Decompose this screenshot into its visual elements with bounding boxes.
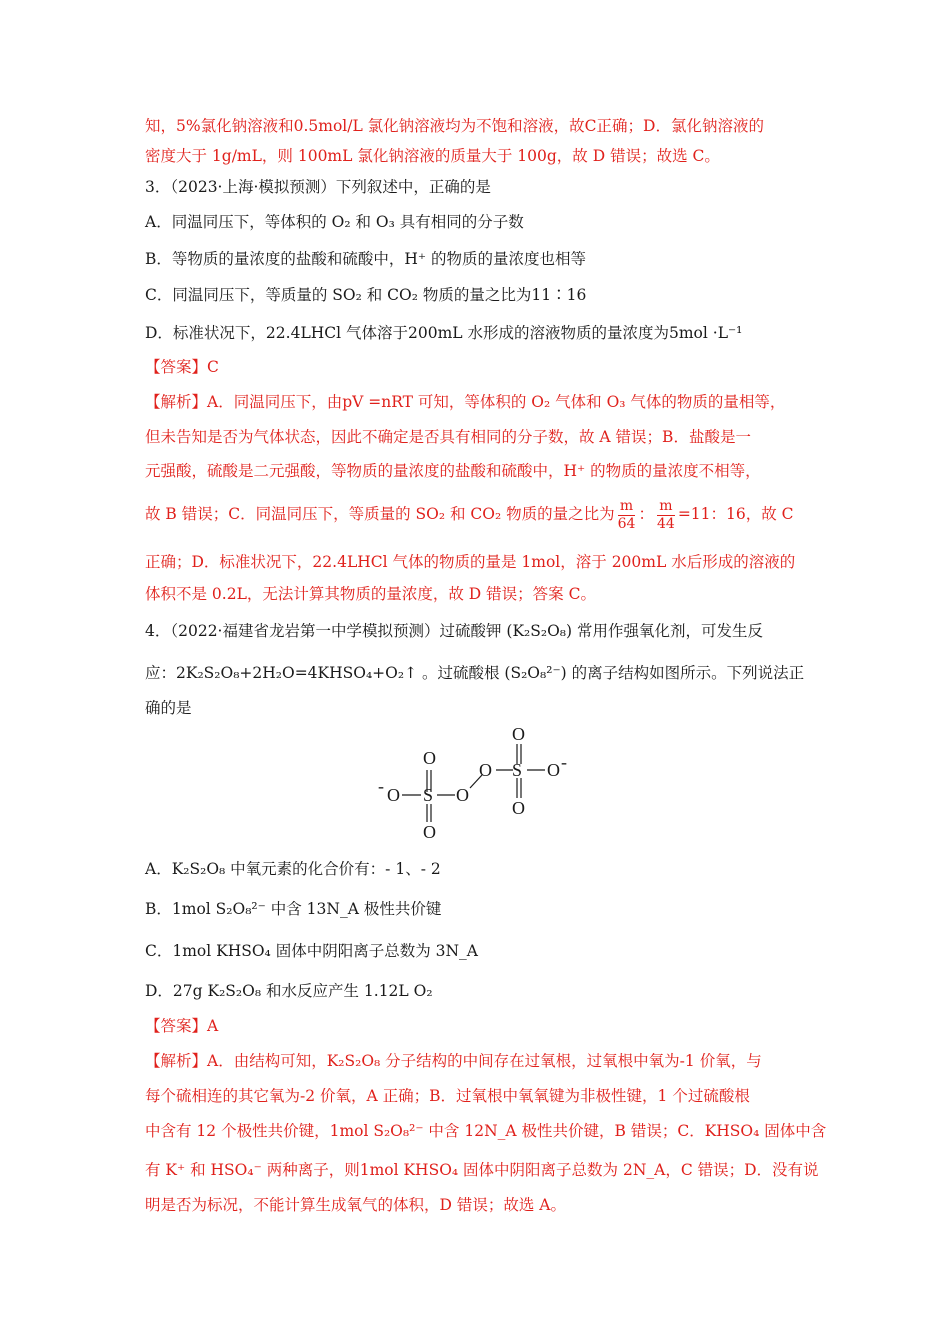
option-3d: D．标准状况下，22.4LHCl 气体溶于200mL 水形成的溶液物质的量浓度为5mol ·L⁻¹	[145, 324, 743, 342]
atom: O	[423, 748, 436, 768]
analysis-4-line: 【解析】A．由结构可知，K₂S₂O₈ 分子结构的中间存在过氧根，过氧根中氧为-1 价氧，与	[145, 1052, 762, 1070]
option-4a: A．K₂S₂O₈ 中氧元素的化合价有：- 1、- 2	[145, 860, 441, 878]
question-4-equation: 应：2K₂S₂O₈+2H₂O=4KHSO₄+O₂↑ 。过硫酸根 (S₂O₈²⁻) 的离子结构如图所示。下列说法正	[145, 664, 805, 682]
question-4-title: 4．（2022·福建省龙岩第一中学模拟预测）过硫酸钾 (K₂S₂O₈) 常用作强氧化剂，可发生反	[145, 622, 763, 640]
analysis-4-line: 明是否为标况，不能计算生成氧气的体积，D 错误；故选 A。	[145, 1196, 566, 1214]
fraction-line-after: =11：16，故 C	[677, 505, 794, 523]
analysis-3-line: 体积不是 0.2L，无法计算其物质的量浓度，故 D 错误；答案 C。	[145, 585, 596, 603]
option-4d: D．27g K₂S₂O₈ 和水反应产生 1.12L O₂	[145, 982, 433, 1000]
analysis-4-line: 有 K⁺ 和 HSO₄⁻ 两种离子，则1mol KHSO₄ 固体中阴阳离子总数为 2N_A，C 错误；D．没有说	[145, 1161, 819, 1179]
persulfate-structure-diagram	[375, 722, 575, 844]
atom: O	[456, 785, 469, 805]
option-3b: B．等物质的量浓度的盐酸和硫酸中，H⁺ 的物质的量浓度也相等	[145, 250, 587, 268]
answer-4: 【答案】A	[145, 1017, 219, 1035]
analysis-4-line: 每个硫相连的其它氧为-2 价氧，A 正确；B．过氧根中氧氧键为非极性键，1 个过硫酸根	[145, 1087, 750, 1105]
text-line: 密度大于 1g/mL，则 100mL 氯化钠溶液的质量大于 100g，故 D 错误；故选 C。	[145, 147, 720, 165]
answer-3: 【答案】C	[145, 358, 219, 376]
fraction-line-before: 故 B 错误；C．同温同压下，等质量的 SO₂ 和 CO₂ 物质的量之比为	[145, 505, 615, 523]
charge: -	[561, 752, 567, 772]
question-3-title: 3．（2023·上海·模拟预测）下列叙述中，正确的是	[145, 178, 491, 196]
analysis-4-line: 中含有 12 个极性共价键，1mol S₂O₈²⁻ 中含 12N_A 极性共价键，B 错误；C．KHSO₄ 固体中含	[145, 1122, 827, 1140]
atom: S	[512, 760, 523, 780]
atom: O	[387, 785, 400, 805]
question-4-continued: 确的是	[145, 699, 192, 717]
analysis-3-fraction-line: 故 B 错误；C．同温同压下，等质量的 SO₂ 和 CO₂ 物质的量之比为 $\frac{m}{64}$ ： $\frac{m}{44}$ =11：16，故 C	[145, 497, 794, 532]
analysis-3-line: 但未告知是否为气体状态，因此不确定是否具有相同的分子数，故 A 错误；B．盐酸是一	[145, 428, 751, 446]
analysis-3-line: 【解析】A．同温同压下，由pV =nRT 可知，等体积的 O₂ 气体和 O₃ 气体的物质的量相等，	[145, 393, 786, 411]
option-4b: B．1mol S₂O₈²⁻ 中含 13N_A 极性共价键	[145, 900, 442, 918]
analysis-3-line: 正确；D．标准状况下，22.4LHCl 气体的物质的量是 1mol，溶于 200mL 水后形成的溶液的	[145, 553, 796, 571]
atom: O	[512, 798, 525, 818]
fraction-m-64: $\frac{m}{64}$	[617, 497, 636, 532]
text-line: 知，5%氯化钠溶液和0.5mol/L 氯化钠溶液均为不饱和溶液，故C正确；D．氯化钠溶液的	[145, 117, 764, 135]
fraction-m-44: $\frac{m}{44}$	[656, 497, 675, 532]
atom: O	[512, 724, 525, 744]
option-3c: C．同温同压下，等质量的 SO₂ 和 CO₂ 物质的量之比为11∶16	[145, 286, 587, 304]
atom: O	[423, 822, 436, 842]
atom: O	[479, 760, 492, 780]
option-4c: C．1mol KHSO₄ 固体中阴阳离子总数为 3N_A	[145, 942, 478, 960]
charge: -	[378, 776, 384, 796]
option-3a: A．同温同压下，等体积的 O₂ 和 O₃ 具有相同的分子数	[145, 213, 524, 231]
atom: O	[547, 760, 560, 780]
atom: S	[423, 785, 434, 805]
analysis-3-line: 元强酸，硫酸是二元强酸，等物质的量浓度的盐酸和硫酸中，H⁺ 的物质的量浓度不相等，	[145, 462, 761, 480]
